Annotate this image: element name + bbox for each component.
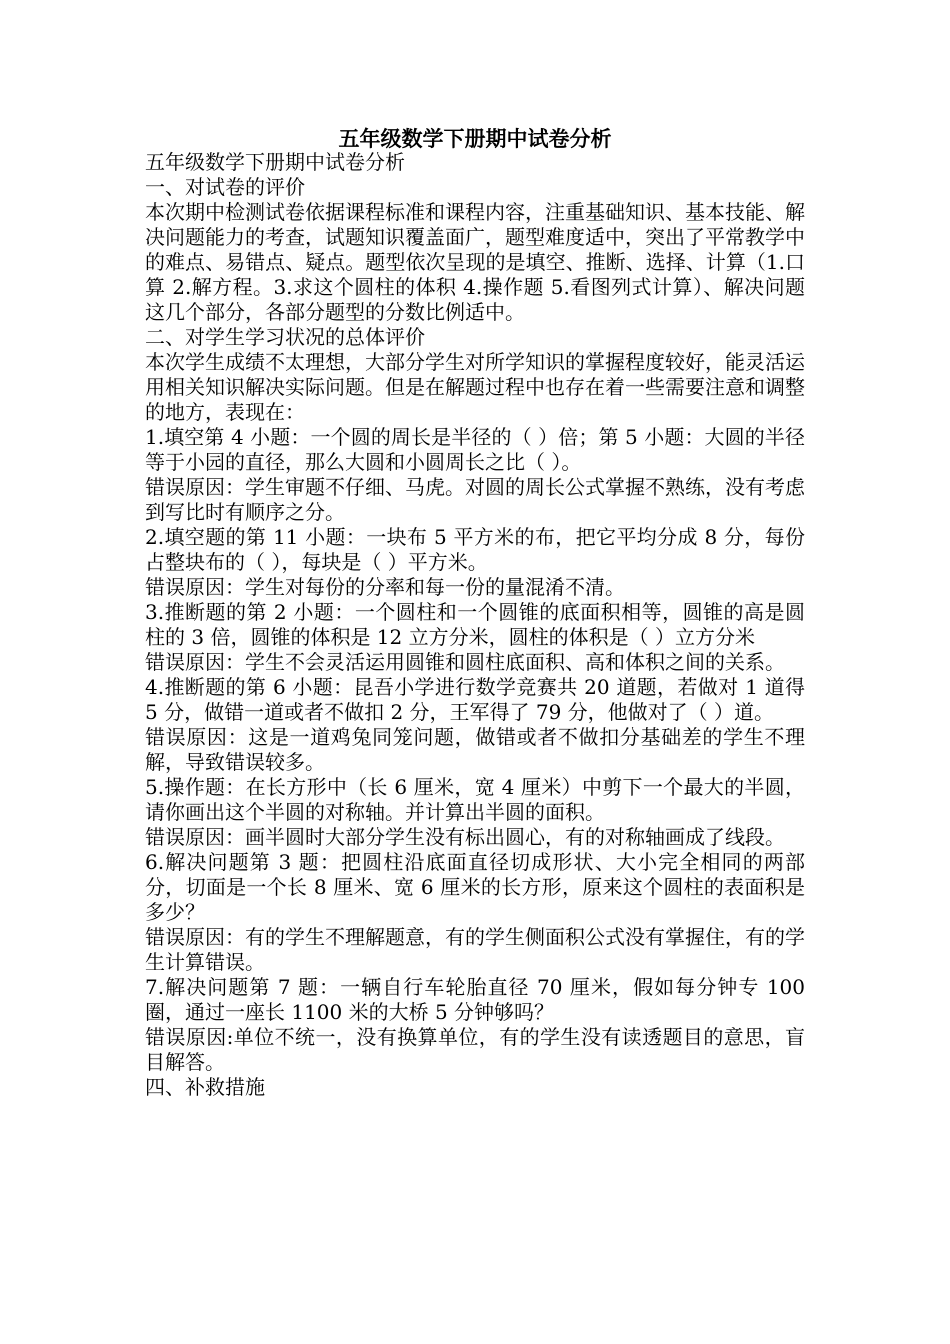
document-title: 五年级数学下册期中试卷分析 xyxy=(338,126,612,151)
problem-item-6: 6.解决问题第 3 题：把圆柱沿底面直径切成形状、大小完全相同的两部分，切面是一个长 8 厘米、宽 6 厘米的长方形，原来这个圆柱的表面积是多少？ xyxy=(145,850,805,924)
paragraph: 本次学生成绩不太理想，大部分学生对所学知识的掌握程度较好，能灵活运用相关知识解决实际问题。但是在解题过程中也存在着一些需要注意和调整的地方，表现在： xyxy=(145,350,805,424)
problem-item-7: 7.解决问题第 7 题：一辆自行车轮胎直径 70 厘米，假如每分钟专 100 圈，通过一座长 1100 米的大桥 5 分钟够吗？ xyxy=(145,975,805,1024)
problem-item-3: 3.推断题的第 2 小题：一个圆柱和一个圆锥的底面积相等，圆锥的高是圆柱的 3 倍，圆锥的体积是 12 立方分米，圆柱的体积是（ ）立方分米 xyxy=(145,600,805,649)
error-reason-2: 错误原因：学生对每份的分率和每一份的量混淆不清。 xyxy=(145,575,625,599)
problem-item-1: 1.填空第 4 小题：一个圆的周长是半径的（ ）倍；第 5 小题：大圆的半径等于小园的直径，那么大圆和小圆周长之比（ ）。 xyxy=(145,425,805,474)
error-reason-6: 错误原因：有的学生不理解题意，有的学生侧面积公式没有掌握住，有的学生计算错误。 xyxy=(145,925,805,974)
document-body xyxy=(145,150,805,1100)
error-reason-3: 错误原因：学生不会灵活运用圆锥和圆柱底面积、高和体积之间的关系。 xyxy=(145,650,785,674)
problem-item-4: 4.推断题的第 6 小题：昆吾小学进行数学竞赛共 20 道题，若做对 1 道得 5 分，做错一道或者不做扣 2 分，王军得了 79 分，他做对了（ ）道。 xyxy=(145,675,805,724)
error-reason-1: 错误原因：学生审题不仔细、马虎。对圆的周长公式掌握不熟练，没有考虑到写比时有顺序之分。 xyxy=(145,475,805,524)
error-reason-4: 错误原因：这是一道鸡兔同笼问题，做错或者不做扣分基础差的学生不理解，导致错误较多。 xyxy=(145,725,805,774)
error-reason-7: 错误原因:单位不统一，没有换算单位，有的学生没有读透题目的意思，盲目解答。 xyxy=(145,1025,805,1074)
paragraph-subtitle: 五年级数学下册期中试卷分析 xyxy=(145,150,405,174)
section-heading-4: 四、补救措施 xyxy=(145,1075,265,1099)
paragraph: 本次期中检测试卷依据课程标准和课程内容，注重基础知识、基本技能、解决问题能力的考查，试题知识覆盖面广，题型难度适中，突出了平常教学中的难点、易错点、疑点。题型依次呈现的是填空、推断、选择、计算（1.口算 2.解方程。3.求这个圆柱的体积 4.操作题 5.看图列式计算）、解决问题这几个部分，各部分题型的分数比例适中。 xyxy=(145,200,805,324)
problem-item-5: 5.操作题：在长方形中（长 6 厘米，宽 4 厘米）中剪下一个最大的半圆，请你画出这个半圆的对称轴。并计算出半圆的面积。 xyxy=(145,775,805,824)
section-heading-1: 一、对试卷的评价 xyxy=(145,175,305,199)
section-heading-2: 二、对学生学习状况的总体评价 xyxy=(145,325,425,349)
problem-item-2: 2.填空题的第 11 小题：一块布 5 平方米的布，把它平均分成 8 分，每份占整块布的（ ），每块是（ ）平方米。 xyxy=(145,525,805,574)
error-reason-5: 错误原因：画半圆时大部分学生没有标出圆心，有的对称轴画成了线段。 xyxy=(145,825,785,849)
